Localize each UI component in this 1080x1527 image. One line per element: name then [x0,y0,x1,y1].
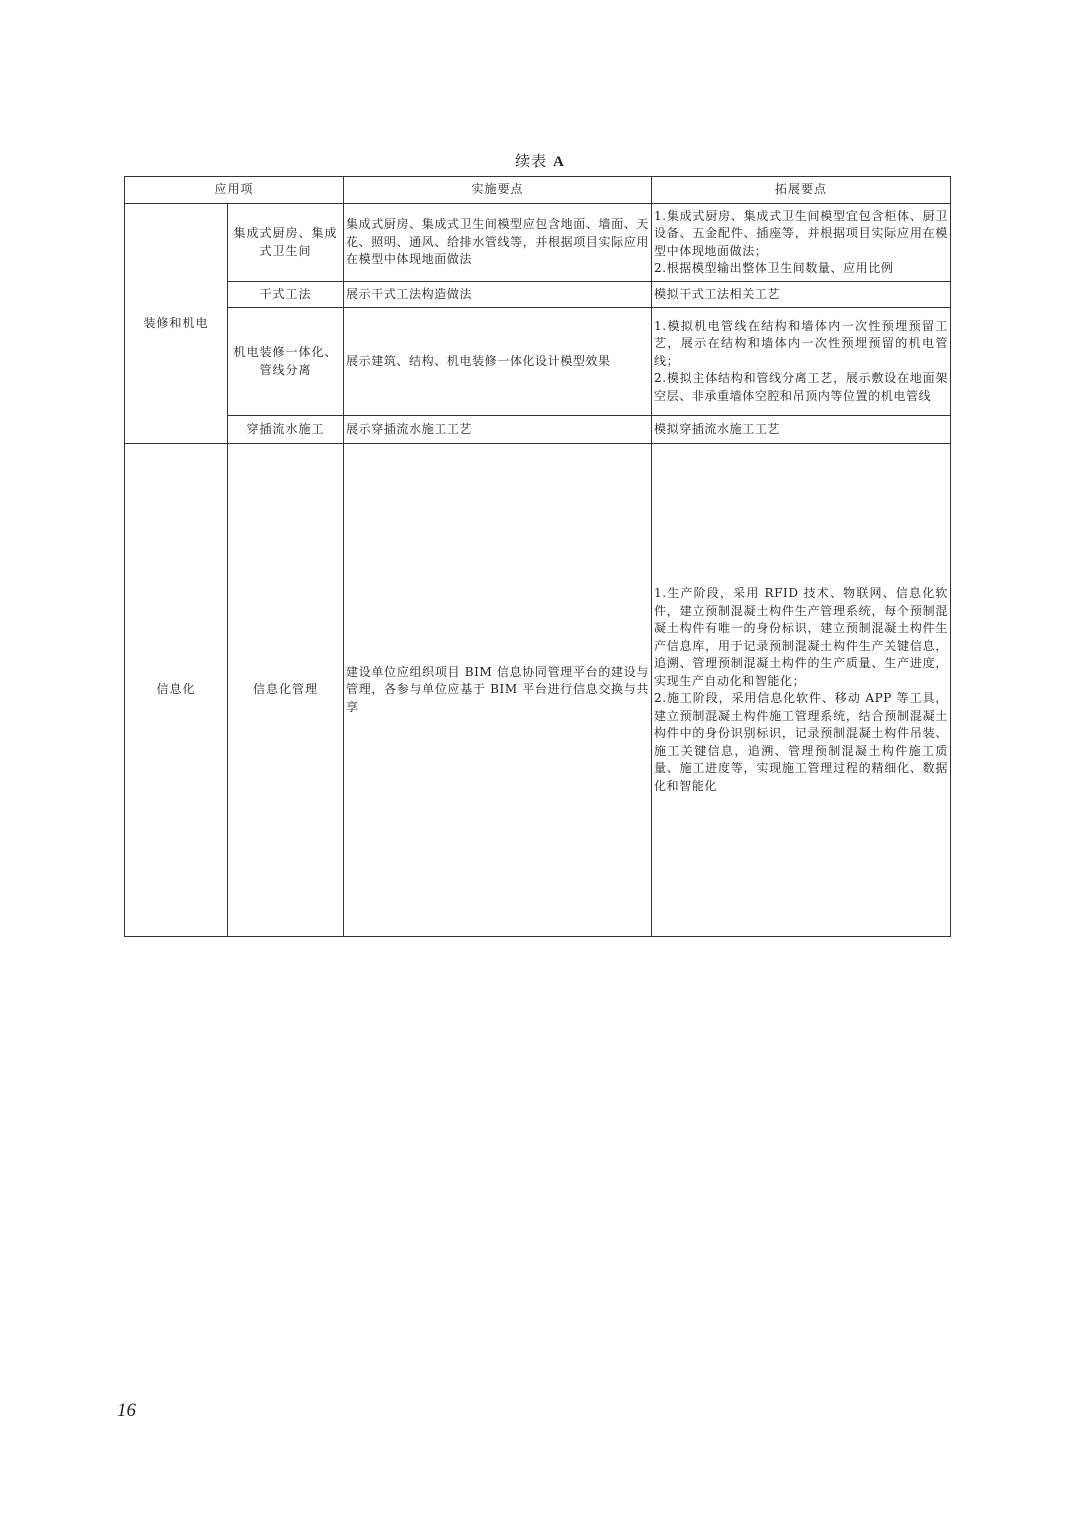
implementation-cell: 展示干式工法构造做法 [344,282,652,308]
header-extension: 拓展要点 [652,177,951,204]
extension-line: 1.集成式厨房、集成式卫生间模型宜包含柜体、厨卫设备、五金配件、插座等，并根据项目实际应用在模型中体现地面做法； [654,208,949,258]
item-cell: 穿插流水施工 [228,416,344,444]
extension-cell [652,204,951,282]
table-caption-letter: A [552,154,565,170]
table-row [125,416,951,444]
table-row [125,308,951,416]
extension-cell: 模拟穿插流水施工工艺 [652,416,951,444]
item-cell: 干式工法 [228,282,344,308]
extension-cell: 模拟干式工法相关工艺 [652,282,951,308]
implementation-cell: 建设单位应组织项目 BIM 信息协同管理平台的建设与管理，各参与单位应基于 BIM 平台进行信息交换与共享 [344,444,652,937]
spec-table [124,176,951,937]
extension-line: 2.根据模型输出整体卫生间数量、应用比例 [654,261,894,275]
item-cell: 信息化管理 [228,444,344,937]
extension-line: 2.施工阶段，采用信息化软件、移动 APP 等工具，建立预制混凝土构件施工管理系统，结合预制混凝土构件中的身份识别标识，记录预制混凝土构件吊装、施工关键信息，追溯、管理预制混凝土构件施工质量、施工进度等，实现施工管理过程的精细化、数据化和智能化 [654,691,949,793]
item-cell: 集成式厨房、集成式卫生间 [228,204,344,282]
extension-line: 1.生产阶段，采用 RFID 技术、物联网、信息化软件，建立预制混凝土构件生产管理系统，每个预制混凝土构件有唯一的身份标识，建立预制混凝土构件生产信息库，用于记录预制混凝土构件生产关键信息，追溯、管理预制混凝土构件的生产质量、生产进度，实现生产自动化和智能化； [654,586,949,688]
table-caption [0,150,1080,171]
item-cell: 机电装修一体化、管线分离 [228,308,344,416]
category-cell: 装修和机电 [125,204,228,444]
table-row [125,444,951,937]
header-implementation: 实施要点 [344,177,652,204]
extension-cell [652,308,951,416]
implementation-cell: 展示穿插流水施工工艺 [344,416,652,444]
implementation-cell: 展示建筑、结构、机电装修一体化设计模型效果 [344,308,652,416]
implementation-cell: 集成式厨房、集成式卫生间模型应包含地面、墙面、天花、照明、通风、给排水管线等，并根据项目实际应用在模型中体现地面做法 [344,204,652,282]
extension-cell [652,444,951,937]
table-row [125,204,951,282]
category-cell: 信息化 [125,444,228,937]
extension-line: 2.模拟主体结构和管线分离工艺，展示敷设在地面架空层、非承重墙体空腔和吊顶内等位置的机电管线 [654,371,949,403]
table-caption-prefix: 续表 [515,152,548,170]
page-number: 16 [117,1400,136,1421]
extension-line: 1.模拟机电管线在结构和墙体内一次性预埋预留工艺，展示在结构和墙体内一次性预埋预留的机电管线； [654,318,949,368]
table-row [125,282,951,308]
table-header-row [125,177,951,204]
header-application: 应用项 [125,177,344,204]
